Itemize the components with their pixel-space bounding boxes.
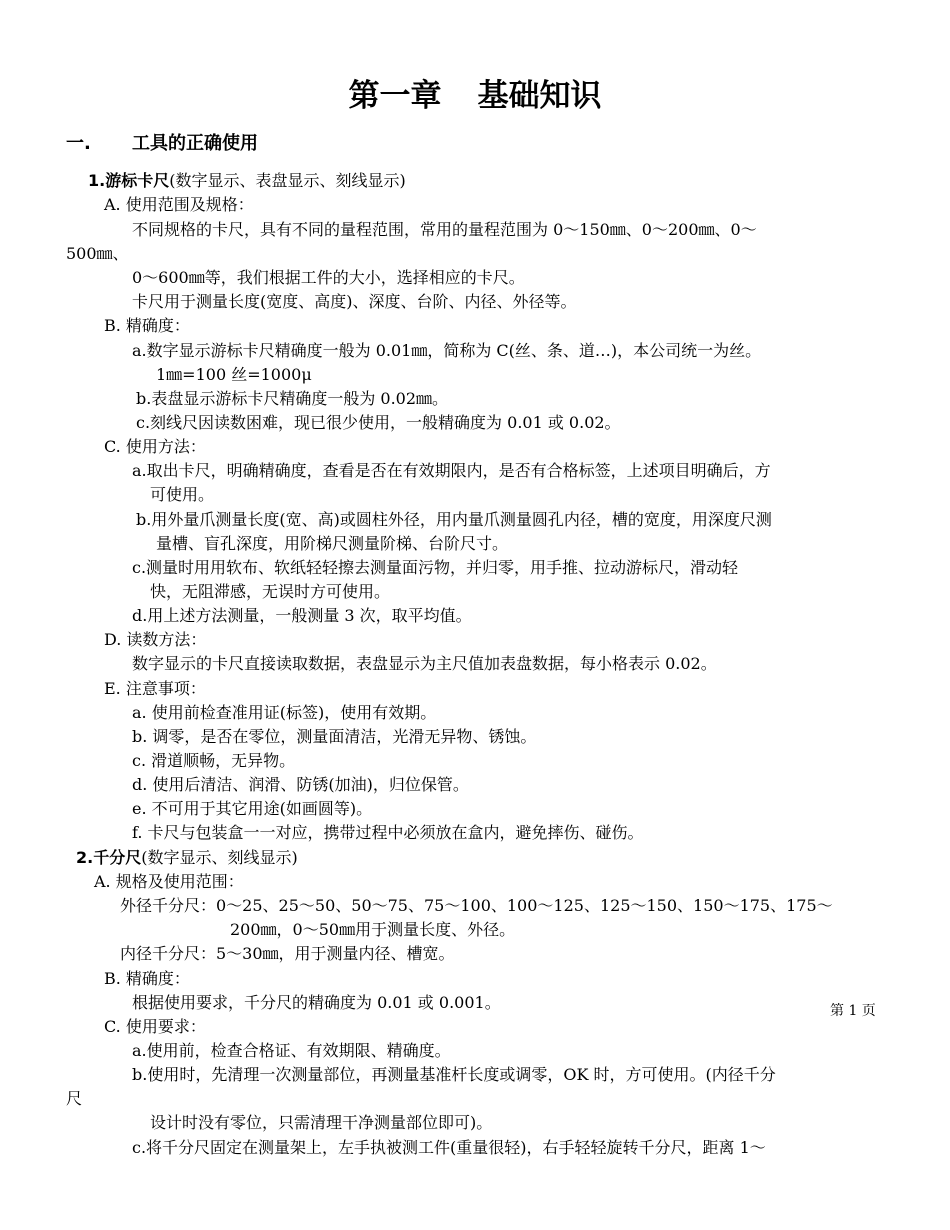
caliper-d-line: 数字显示的卡尺直接读取数据，表盘显示为主尺值加表盘数据，每小格表示 0.02。 [132, 654, 717, 673]
caliper-b-c: c.刻线尺因读数困难，现已很少使用，一般精确度为 0.01 或 0.02。 [136, 413, 621, 432]
page-title [0, 76, 950, 116]
page-number: 第 1 页 [830, 1003, 876, 1019]
micrometer-heading: 2.千分尺 [76, 848, 142, 867]
micrometer-a-inner: 内径千分尺：5～30㎜，用于测量内径、槽宽。 [120, 944, 455, 963]
caliper-heading-note: (数字显示、表盘显示、刻线显示) [169, 171, 406, 190]
caliper-b-label: B. 精确度： [104, 316, 190, 335]
caliper-c-c1: c.测量时用用软布、软纸轻轻擦去测量面污物，并归零，用手推、拉动游标尺，滑动轻 [132, 558, 739, 577]
caliper-a-line1: 不同规格的卡尺，具有不同的量程范围，常用的量程范围为 0～150㎜、0～200㎜、0～ [132, 220, 757, 239]
micrometer-c-label: C. 使用要求： [104, 1017, 206, 1036]
caliper-heading: 1.游标卡尺 [88, 171, 170, 190]
micrometer-a-outer2: 200㎜，0～50㎜用于测量长度、外径。 [230, 920, 516, 939]
caliper-c-a1: a.取出卡尺，明确精确度，查看是否在有效期限内，是否有合格标签，上述项目明确后，方 [132, 461, 771, 480]
caliper-a-line2: 0～600㎜等，我们根据工件的大小，选择相应的卡尺。 [132, 268, 525, 287]
micrometer-c-b2: 设计时没有零位，只需清理干净测量部位即可)。 [150, 1113, 493, 1132]
caliper-c-b1: b.用外量爪测量长度(宽、高)或圆柱外径，用内量爪测量圆孔内径，槽的宽度，用深度尺测 [136, 510, 772, 529]
caliper-c-d: d.用上述方法测量，一般测量 3 次，取平均值。 [132, 606, 472, 625]
caliper-e-item: f. 卡尺与包装盒一一对应，携带过程中必须放在盒内，避免摔伤、碰伤。 [132, 823, 644, 842]
caliper-heading-line [88, 171, 406, 191]
section-title: 工具的正确使用 [132, 133, 258, 154]
chapter-name: 基础知识 [477, 78, 602, 114]
caliper-b-a: a.数字显示游标卡尺精确度一般为 0.01㎜，简称为 C(丝、条、道…)，本公司统一为丝。 [132, 341, 762, 360]
caliper-e-item: a. 使用前检查准用证(标签)，使用有效期。 [132, 703, 437, 722]
chapter-number: 第一章 [348, 78, 442, 114]
caliper-d-label: D. 读数方法： [104, 630, 207, 649]
caliper-e-item: b. 调零，是否在零位，测量面清洁，光滑无异物、锈蚀。 [132, 727, 537, 746]
caliper-e-label: E. 注意事项： [104, 679, 206, 698]
micrometer-c-b1-wrap: 尺 [66, 1089, 83, 1108]
caliper-c-a2: 可使用。 [150, 485, 215, 504]
micrometer-c-b1: b.使用时，先清理一次测量部位，再测量基准杆长度或调零，OK 时，方可使用。(内径千分 [132, 1065, 776, 1084]
caliper-b-b: b.表盘显示游标卡尺精确度一般为 0.02㎜。 [136, 389, 449, 408]
caliper-c-label: C. 使用方法： [104, 437, 206, 456]
micrometer-a-label: A. 规格及使用范围： [94, 872, 244, 891]
caliper-b-a-sub: 1㎜=100 丝=1000μ [156, 365, 312, 384]
caliper-e-item: e. 不可用于其它用途(如画圆等)。 [132, 799, 373, 818]
caliper-c-c2: 快，无阻滞感，无误时方可使用。 [150, 582, 391, 601]
micrometer-c-a: a.使用前，检查合格证、有效期限、精确度。 [132, 1041, 451, 1060]
micrometer-heading-note: (数字显示、刻线显示) [141, 848, 298, 867]
micrometer-a-outer1: 外径千分尺：0～25、25～50、50～75、75～100、100～125、125～150、150～175、175～ [120, 896, 833, 915]
caliper-a-line3: 卡尺用于测量长度(宽度、高度)、深度、台阶、内径、外径等。 [132, 292, 577, 311]
caliper-c-b2: 量槽、盲孔深度，用阶梯尺测量阶梯、台阶尺寸。 [156, 534, 509, 553]
caliper-a-line1-wrap: 500㎜、 [66, 244, 129, 263]
caliper-a-label: A. 使用范围及规格： [104, 195, 254, 214]
caliper-e-item: c. 滑道顺畅，无异物。 [132, 751, 296, 770]
section-number: 一. [66, 133, 91, 154]
micrometer-b-line: 根据使用要求，千分尺的精确度为 0.01 或 0.001。 [132, 993, 501, 1012]
micrometer-c-c1: c.将千分尺固定在测量架上，左手执被测工件(重量很轻)，右手轻轻旋转千分尺，距离 1～ [132, 1138, 766, 1157]
caliper-e-item: d. 使用后清洁、润滑、防锈(加油)，归位保管。 [132, 775, 469, 794]
micrometer-heading-line [76, 848, 298, 868]
micrometer-b-label: B. 精确度： [104, 969, 190, 988]
